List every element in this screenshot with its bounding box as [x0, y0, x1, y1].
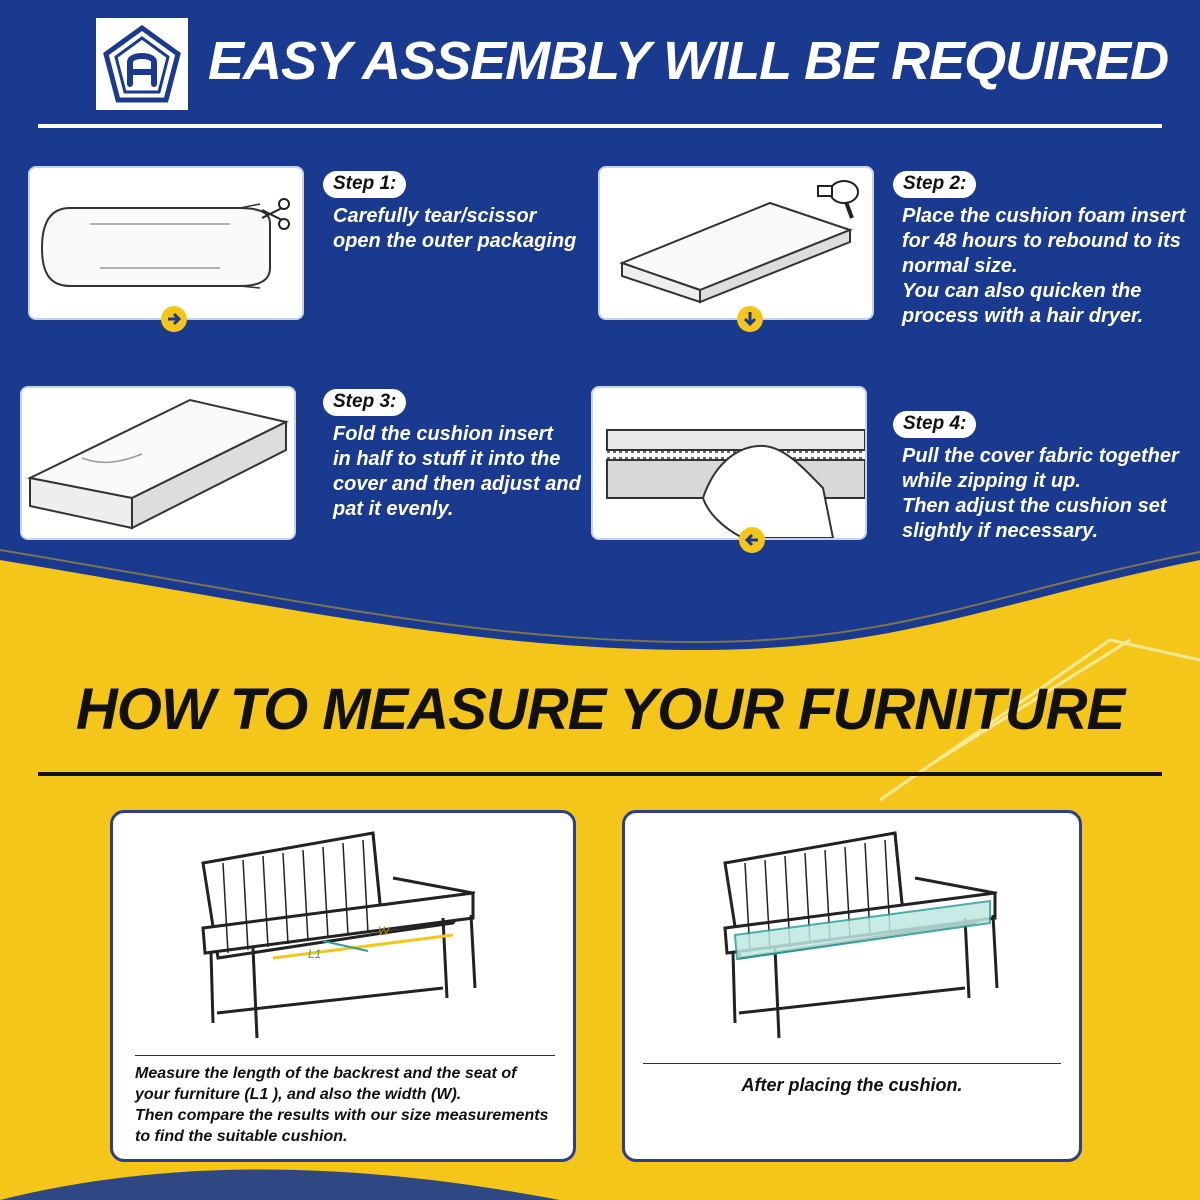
- step-4-illustration: [593, 388, 865, 538]
- measure-divider: [38, 772, 1162, 776]
- cushion-cover-icon: [22, 388, 294, 538]
- arrow-left-icon: [739, 527, 765, 553]
- brand-logo: [96, 18, 188, 110]
- measure-title: HOW TO MEASURE YOUR FURNITURE: [75, 677, 1125, 742]
- bench-cushion-icon: [715, 823, 1015, 1053]
- assembly-title: EASY ASSEMBLY WILL BE REQUIRED: [208, 31, 1169, 91]
- hair-dryer-icon: [812, 176, 864, 220]
- bench-measure-icon: [193, 823, 493, 1053]
- step-2-text: Place the cushion foam insert for 48 hours to rebound to its normal size. You can also quicken the process with a hair dryer.: [902, 205, 1186, 327]
- header-divider: [38, 124, 1162, 128]
- step-3-label: Step 3:: [323, 389, 406, 416]
- after-cushion-caption: After placing the cushion.: [741, 1075, 963, 1095]
- caption-line-left: [135, 1055, 555, 1056]
- packaged-cushion-icon: [30, 168, 302, 318]
- step-2-label: Step 2:: [893, 171, 976, 198]
- label-w: W: [378, 924, 390, 938]
- step-4-text: Pull the cover fabric together while zipping it up. Then adjust the cushion set slightly if necessary.: [902, 445, 1179, 542]
- measure-card-right: [622, 810, 1082, 1162]
- label-l1: L1: [308, 947, 322, 961]
- arrow-right-icon: [161, 306, 187, 332]
- step-1-text: Carefully tear/scissor open the outer packaging: [333, 205, 577, 252]
- step-1-label: Step 1:: [323, 171, 406, 198]
- step-3-illustration: [22, 388, 294, 538]
- arrow-down-icon: [737, 306, 763, 332]
- step-3-text: Fold the cushion insert in half to stuff it into the cover and then adjust and pat it evenly.: [333, 423, 581, 520]
- step-4-label: Step 4:: [893, 411, 976, 438]
- measure-card-left: [110, 810, 576, 1162]
- caption-line-right: [643, 1063, 1061, 1064]
- zipper-hand-icon: [593, 388, 865, 538]
- measure-caption: Measure the length of the backrest and the seat of your furniture (L1 ), and also the width (W). Then compare the results with our size measurements to find the suitable cushion.: [135, 1065, 549, 1145]
- step-1-illustration: [30, 168, 302, 318]
